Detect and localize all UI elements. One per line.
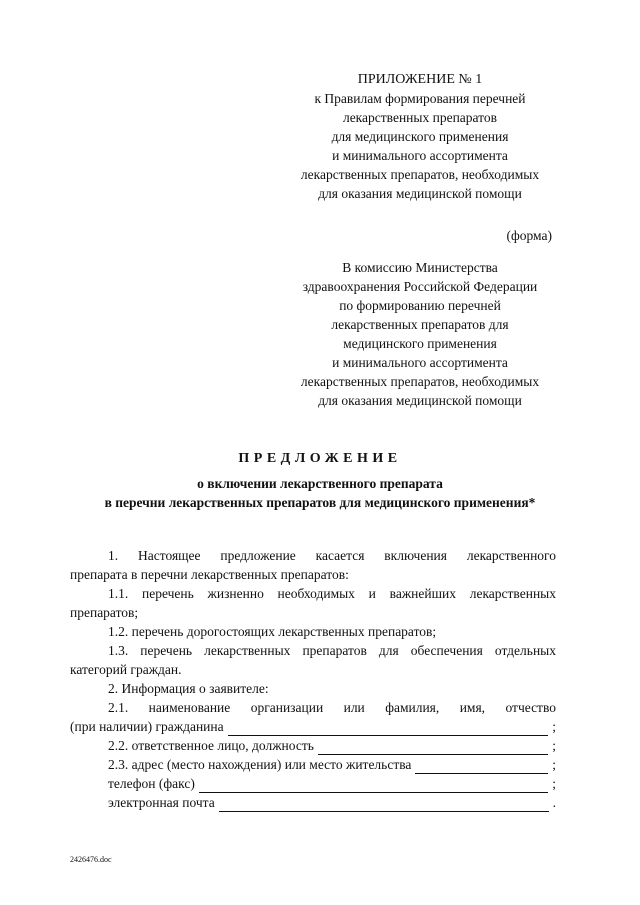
addressee-line: и минимального ассортимента [332,355,508,370]
email-label: электронная почта [108,795,215,810]
paragraph-1-2: 1.2. перечень дорогостоящих лекарственных препаратов; [108,624,437,639]
subtitle-line-2: в перечни лекарственных препаратов для медицинского применения* [104,495,536,510]
paragraph-1-1-line-2: препаратов; [70,605,139,620]
addressee-line: лекарственных препаратов для [331,317,509,332]
form-label: (форма) [506,228,552,243]
applicant-name-label: (при наличии) гражданина [70,719,224,734]
file-name-footer: 2426476.doc [70,855,112,864]
paragraph-2-1-line-1: 2.1. наименование организации или фамилия, имя, отчество [108,700,556,715]
appendix-line: к Правилам формирования перечней [314,91,526,106]
address-label: 2.3. адрес (место нахождения) или место жительства [108,757,412,772]
paragraph-1-3-line-1: 1.3. перечень лекарственных препаратов для обеспечения отдельных [108,643,556,658]
appendix-line: лекарственных препаратов [342,110,498,125]
addressee-line: по формированию перечней [339,298,501,313]
document-subtitle [40,474,600,512]
responsible-person-row [70,736,556,755]
addressee-line: медицинского применения [343,336,497,351]
addressee-block [260,258,580,410]
document-title: ПРЕДЛОЖЕНИЕ [238,451,402,466]
paragraph-1-3-line-2: категорий граждан. [70,662,182,677]
responsible-person-blank[interactable] [318,740,548,755]
phone-blank[interactable] [199,778,548,793]
semicolon: ; [552,776,556,791]
phone-label: телефон (факс) [108,776,195,791]
paragraph-1-line-1: 1. Настоящее предложение касается включения лекарственного [108,548,556,563]
paragraph-1-1-line-1: 1.1. перечень жизненно необходимых и важнейших лекарственных [108,586,556,601]
email-row [70,793,556,812]
paragraph-1-line-2: препарата в перечни лекарственных препаратов: [70,567,349,582]
address-row [70,755,556,774]
appendix-line: и минимального ассортимента [332,148,508,163]
paragraph-2: 2. Информация о заявителе: [108,681,269,696]
addressee-line: лекарственных препаратов, необходимых [300,374,540,389]
appendix-line: для оказания медицинской помощи [318,186,522,201]
addressee-line: здравоохранения Российской Федерации [302,279,538,294]
period: . [552,795,556,810]
appendix-block [260,70,580,203]
appendix-line: для медицинского применения [331,129,509,144]
email-blank[interactable] [219,797,549,812]
addressee-line: В комиссию Министерства [342,260,498,275]
semicolon: ; [552,719,556,734]
appendix-title: ПРИЛОЖЕНИЕ № 1 [357,72,483,87]
subtitle-line-1: о включении лекарственного препарата [197,476,443,491]
address-blank[interactable] [415,759,548,774]
document-body [70,546,556,812]
appendix-line: лекарственных препаратов, необходимых [300,167,540,182]
semicolon: ; [552,738,556,753]
applicant-name-row [70,717,556,736]
addressee-line: для оказания медицинской помощи [318,393,522,408]
responsible-person-label: 2.2. ответственное лицо, должность [108,738,314,753]
applicant-name-blank[interactable] [228,721,549,736]
phone-row [70,774,556,793]
semicolon: ; [552,757,556,772]
